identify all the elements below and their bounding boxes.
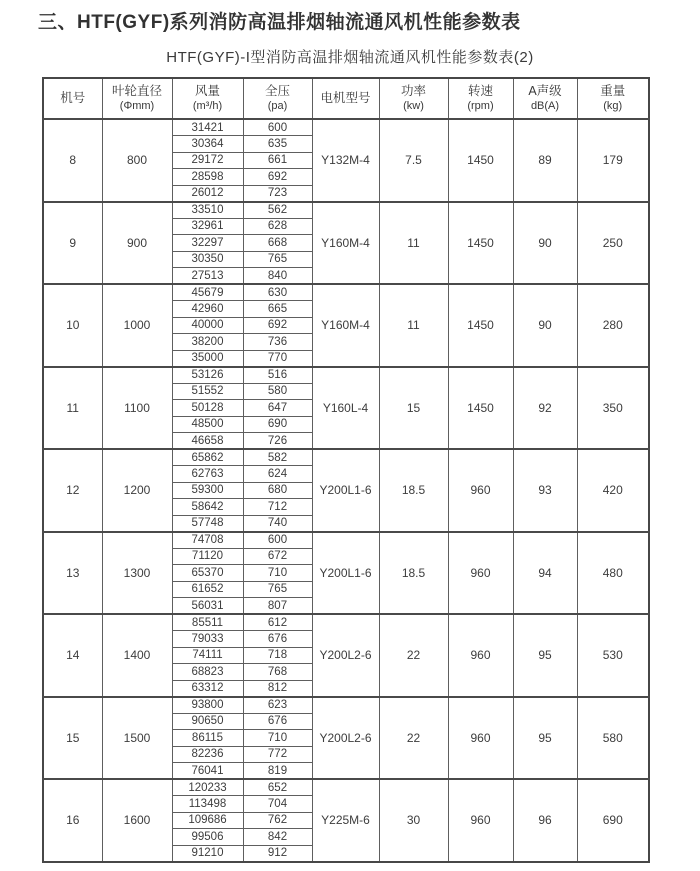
- cell-flow-rate: 40000: [172, 317, 243, 334]
- cell-full-pressure: 765: [243, 581, 312, 598]
- cell-noise-level: 96: [513, 779, 577, 862]
- table-row: [43, 367, 649, 384]
- table-row: [43, 697, 649, 714]
- cell-power: 11: [379, 202, 448, 285]
- cell-flow-rate: 90650: [172, 713, 243, 730]
- cell-noise-level: 89: [513, 119, 577, 202]
- cell-motor-model: Y160M-4: [312, 202, 379, 285]
- cell-flow-rate: 63312: [172, 680, 243, 697]
- cell-flow-rate: 62763: [172, 466, 243, 483]
- cell-machine-no: 9: [43, 202, 102, 285]
- page-title: 三、HTF(GYF)系列消防高温排烟轴流通风机性能参数表: [38, 12, 521, 33]
- cell-full-pressure: 582: [243, 449, 312, 466]
- column-header-8: [577, 78, 649, 119]
- cell-weight: 250: [577, 202, 649, 285]
- cell-flow-rate: 56031: [172, 598, 243, 615]
- cell-weight: 690: [577, 779, 649, 862]
- cell-motor-model: Y200L1-6: [312, 449, 379, 532]
- cell-flow-rate: 31421: [172, 119, 243, 136]
- column-header-unit: (kw): [403, 100, 424, 113]
- cell-flow-rate: 74111: [172, 647, 243, 664]
- column-header-label: 功率: [400, 84, 426, 99]
- table-row: [43, 284, 649, 301]
- cell-full-pressure: 600: [243, 532, 312, 549]
- cell-full-pressure: 665: [243, 301, 312, 318]
- cell-motor-model: Y225M-6: [312, 779, 379, 862]
- cell-weight: 420: [577, 449, 649, 532]
- cell-motor-model: Y132M-4: [312, 119, 379, 202]
- cell-machine-no: 15: [43, 697, 102, 780]
- cell-full-pressure: 628: [243, 218, 312, 235]
- cell-noise-level: 95: [513, 697, 577, 780]
- cell-full-pressure: 770: [243, 350, 312, 367]
- cell-flow-rate: 51552: [172, 383, 243, 400]
- cell-machine-no: 14: [43, 614, 102, 697]
- cell-full-pressure: 624: [243, 466, 312, 483]
- cell-speed: 960: [448, 449, 513, 532]
- cell-speed: 1450: [448, 202, 513, 285]
- column-header-5: [379, 78, 448, 119]
- table-subtitle: HTF(GYF)-I型消防高温排烟轴流通风机性能参数表(2): [166, 49, 534, 66]
- cell-full-pressure: 692: [243, 169, 312, 186]
- cell-full-pressure: 726: [243, 433, 312, 450]
- cell-full-pressure: 652: [243, 779, 312, 796]
- cell-full-pressure: 630: [243, 284, 312, 301]
- column-header-2: [172, 78, 243, 119]
- cell-motor-model: Y200L2-6: [312, 697, 379, 780]
- cell-flow-rate: 71120: [172, 548, 243, 565]
- column-header-3: [243, 78, 312, 119]
- cell-impeller-diameter: 1500: [102, 697, 172, 780]
- cell-weight: 179: [577, 119, 649, 202]
- cell-flow-rate: 93800: [172, 697, 243, 714]
- cell-flow-rate: 91210: [172, 845, 243, 862]
- column-header-4: [312, 78, 379, 119]
- cell-flow-rate: 50128: [172, 400, 243, 417]
- cell-power: 7.5: [379, 119, 448, 202]
- cell-flow-rate: 58642: [172, 499, 243, 516]
- cell-flow-rate: 30350: [172, 251, 243, 268]
- cell-full-pressure: 736: [243, 334, 312, 351]
- table-header: [43, 78, 649, 119]
- cell-full-pressure: 668: [243, 235, 312, 252]
- cell-motor-model: Y200L1-6: [312, 532, 379, 615]
- cell-full-pressure: 580: [243, 383, 312, 400]
- cell-machine-no: 10: [43, 284, 102, 367]
- cell-noise-level: 93: [513, 449, 577, 532]
- cell-weight: 480: [577, 532, 649, 615]
- cell-full-pressure: 765: [243, 251, 312, 268]
- table-row: [43, 614, 649, 631]
- cell-weight: 580: [577, 697, 649, 780]
- cell-speed: 1450: [448, 284, 513, 367]
- cell-flow-rate: 45679: [172, 284, 243, 301]
- cell-machine-no: 11: [43, 367, 102, 450]
- cell-weight: 530: [577, 614, 649, 697]
- column-header-unit: (rpm): [467, 100, 494, 113]
- cell-full-pressure: 680: [243, 482, 312, 499]
- table-row: [43, 779, 649, 796]
- cell-impeller-diameter: 1600: [102, 779, 172, 862]
- cell-full-pressure: 710: [243, 730, 312, 747]
- column-header-unit: (kg): [603, 100, 623, 113]
- table-row: [43, 449, 649, 466]
- cell-full-pressure: 676: [243, 631, 312, 648]
- cell-machine-no: 13: [43, 532, 102, 615]
- cell-flow-rate: 82236: [172, 746, 243, 763]
- cell-impeller-diameter: 1200: [102, 449, 172, 532]
- cell-full-pressure: 647: [243, 400, 312, 417]
- cell-full-pressure: 912: [243, 845, 312, 862]
- column-header-label: 全压: [264, 84, 290, 99]
- cell-flow-rate: 38200: [172, 334, 243, 351]
- column-header-label: 叶轮直径: [111, 84, 162, 99]
- cell-speed: 960: [448, 697, 513, 780]
- cell-flow-rate: 46658: [172, 433, 243, 450]
- cell-power: 18.5: [379, 532, 448, 615]
- cell-full-pressure: 710: [243, 565, 312, 582]
- cell-speed: 960: [448, 532, 513, 615]
- cell-full-pressure: 812: [243, 680, 312, 697]
- cell-full-pressure: 672: [243, 548, 312, 565]
- cell-motor-model: Y160L-4: [312, 367, 379, 450]
- column-header-label: 风量: [194, 84, 220, 99]
- cell-flow-rate: 65370: [172, 565, 243, 582]
- cell-full-pressure: 768: [243, 664, 312, 681]
- table-row: [43, 119, 649, 136]
- cell-speed: 1450: [448, 367, 513, 450]
- cell-speed: 960: [448, 779, 513, 862]
- cell-full-pressure: 723: [243, 185, 312, 202]
- column-header-label: A声级: [528, 84, 562, 99]
- cell-full-pressure: 676: [243, 713, 312, 730]
- cell-weight: 280: [577, 284, 649, 367]
- cell-machine-no: 12: [43, 449, 102, 532]
- cell-flow-rate: 28598: [172, 169, 243, 186]
- cell-flow-rate: 86115: [172, 730, 243, 747]
- cell-flow-rate: 61652: [172, 581, 243, 598]
- cell-flow-rate: 32297: [172, 235, 243, 252]
- cell-full-pressure: 762: [243, 812, 312, 829]
- cell-impeller-diameter: 800: [102, 119, 172, 202]
- cell-full-pressure: 692: [243, 317, 312, 334]
- cell-full-pressure: 661: [243, 152, 312, 169]
- column-header-1: [102, 78, 172, 119]
- cell-flow-rate: 79033: [172, 631, 243, 648]
- cell-power: 22: [379, 614, 448, 697]
- cell-motor-model: Y200L2-6: [312, 614, 379, 697]
- cell-full-pressure: 712: [243, 499, 312, 516]
- table-body: [43, 119, 649, 862]
- column-header-0: [43, 78, 102, 119]
- column-header-6: [448, 78, 513, 119]
- cell-speed: 1450: [448, 119, 513, 202]
- column-header-label: 转速: [467, 84, 493, 99]
- cell-flow-rate: 74708: [172, 532, 243, 549]
- cell-flow-rate: 68823: [172, 664, 243, 681]
- cell-flow-rate: 35000: [172, 350, 243, 367]
- cell-flow-rate: 120233: [172, 779, 243, 796]
- table-row: [43, 532, 649, 549]
- column-header-label: 机号: [60, 91, 86, 106]
- column-header-unit: (Φmm): [119, 100, 155, 113]
- cell-flow-rate: 65862: [172, 449, 243, 466]
- column-header-7: [513, 78, 577, 119]
- cell-flow-rate: 57748: [172, 515, 243, 532]
- column-header-unit: dB(A): [530, 100, 560, 113]
- table-header-row: [43, 78, 649, 119]
- cell-noise-level: 94: [513, 532, 577, 615]
- cell-impeller-diameter: 1400: [102, 614, 172, 697]
- cell-full-pressure: 819: [243, 763, 312, 780]
- cell-flow-rate: 27513: [172, 268, 243, 285]
- cell-flow-rate: 48500: [172, 416, 243, 433]
- column-header-label: 重量: [600, 84, 626, 99]
- column-header-label: 电机型号: [320, 91, 371, 106]
- cell-power: 30: [379, 779, 448, 862]
- column-header-unit: (pa): [267, 100, 288, 113]
- cell-flow-rate: 76041: [172, 763, 243, 780]
- cell-noise-level: 92: [513, 367, 577, 450]
- cell-noise-level: 90: [513, 202, 577, 285]
- cell-flow-rate: 59300: [172, 482, 243, 499]
- fan-params-table: [42, 77, 650, 863]
- cell-impeller-diameter: 1100: [102, 367, 172, 450]
- cell-full-pressure: 690: [243, 416, 312, 433]
- cell-flow-rate: 33510: [172, 202, 243, 219]
- cell-machine-no: 8: [43, 119, 102, 202]
- table-row: [43, 202, 649, 219]
- cell-flow-rate: 30364: [172, 136, 243, 153]
- cell-power: 22: [379, 697, 448, 780]
- cell-flow-rate: 42960: [172, 301, 243, 318]
- cell-full-pressure: 740: [243, 515, 312, 532]
- cell-flow-rate: 29172: [172, 152, 243, 169]
- cell-flow-rate: 85511: [172, 614, 243, 631]
- cell-flow-rate: 53126: [172, 367, 243, 384]
- cell-full-pressure: 704: [243, 796, 312, 813]
- cell-noise-level: 95: [513, 614, 577, 697]
- cell-impeller-diameter: 900: [102, 202, 172, 285]
- cell-flow-rate: 26012: [172, 185, 243, 202]
- cell-full-pressure: 842: [243, 829, 312, 846]
- cell-impeller-diameter: 1000: [102, 284, 172, 367]
- cell-impeller-diameter: 1300: [102, 532, 172, 615]
- cell-flow-rate: 109686: [172, 812, 243, 829]
- cell-full-pressure: 807: [243, 598, 312, 615]
- cell-power: 11: [379, 284, 448, 367]
- cell-speed: 960: [448, 614, 513, 697]
- cell-full-pressure: 718: [243, 647, 312, 664]
- cell-flow-rate: 99506: [172, 829, 243, 846]
- cell-full-pressure: 612: [243, 614, 312, 631]
- cell-full-pressure: 600: [243, 119, 312, 136]
- cell-flow-rate: 32961: [172, 218, 243, 235]
- cell-full-pressure: 772: [243, 746, 312, 763]
- cell-flow-rate: 113498: [172, 796, 243, 813]
- cell-power: 15: [379, 367, 448, 450]
- cell-full-pressure: 516: [243, 367, 312, 384]
- cell-full-pressure: 562: [243, 202, 312, 219]
- column-header-unit: (m³/h): [192, 100, 223, 113]
- cell-noise-level: 90: [513, 284, 577, 367]
- cell-power: 18.5: [379, 449, 448, 532]
- cell-full-pressure: 623: [243, 697, 312, 714]
- cell-machine-no: 16: [43, 779, 102, 862]
- cell-weight: 350: [577, 367, 649, 450]
- cell-full-pressure: 840: [243, 268, 312, 285]
- cell-full-pressure: 635: [243, 136, 312, 153]
- cell-motor-model: Y160M-4: [312, 284, 379, 367]
